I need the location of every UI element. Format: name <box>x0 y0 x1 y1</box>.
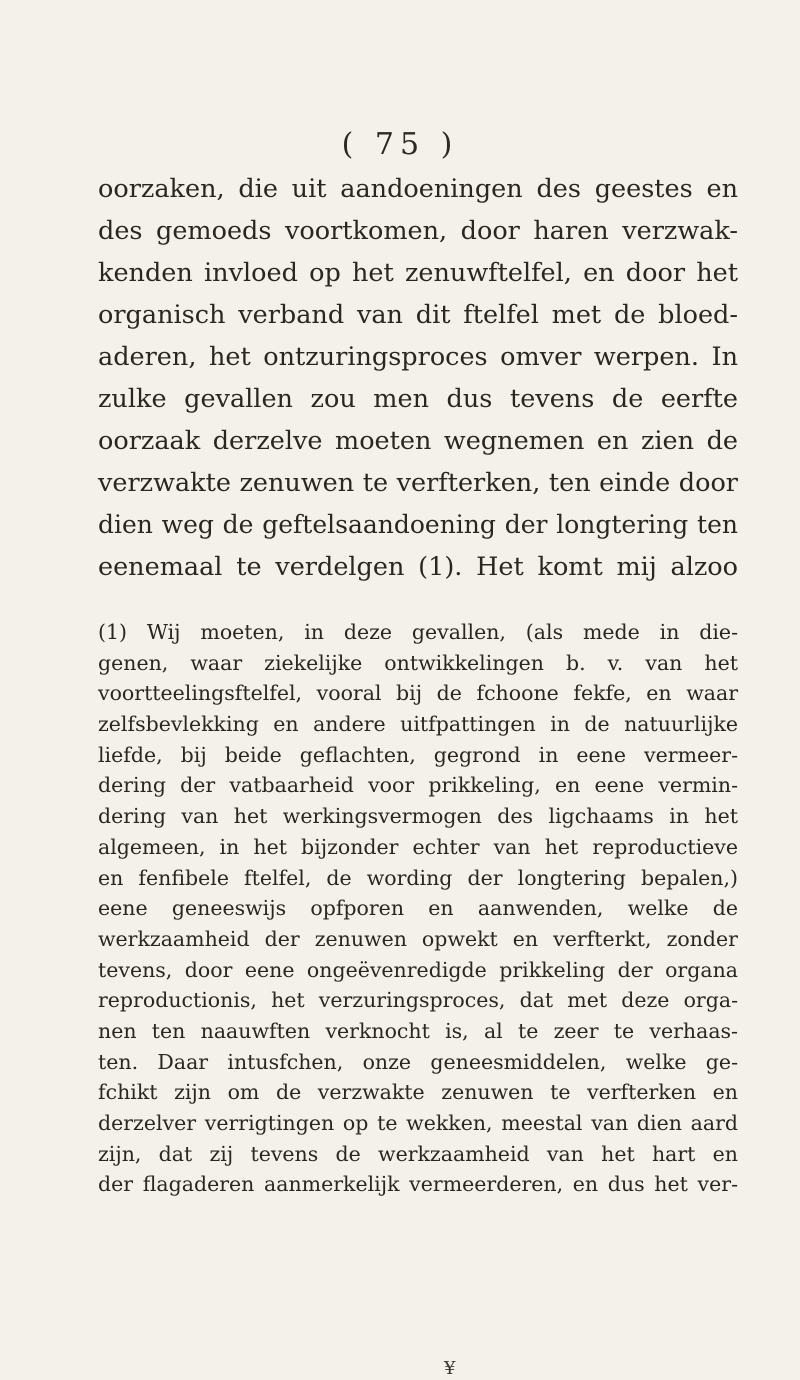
footnote-line: (1) Wij moeten, in deze gevallen, (als mede in die- <box>98 620 738 644</box>
main-text-line: des gemoeds voortkomen, door haren verzwak- <box>98 216 738 246</box>
footnote-line: liefde, bij beide geflachten, gegrond in eene vermeer- <box>98 742 738 767</box>
main-text-line: aderen, het ontzuringsproces omver werpen. In <box>98 342 738 372</box>
main-text-line: oorzaken, die uit aandoeningen des geestes en <box>98 174 738 204</box>
main-text-line: eenemaal te verdelgen (1). Het komt mij alzoo <box>98 552 738 582</box>
page-number: ( 75 ) <box>341 127 459 162</box>
footnote-line: eene geneeswijs opfporen en aanwenden, welke de <box>98 896 738 921</box>
footnote-line: reproductionis, het verzuringsproces, dat met deze orga- <box>98 988 738 1013</box>
footnote-line: voortteelingsftelfel, vooral bij de fchoone fekfe, en waar <box>98 681 738 706</box>
main-text-line: zulke gevallen zou men dus tevens de eerfte <box>98 384 738 414</box>
footnote-line: dering der vatbaarheid voor prikkeling, en eene vermin- <box>98 773 738 798</box>
footnote-line: fchikt zijn om de verzwakte zenuwen te verfterken en <box>98 1080 738 1105</box>
footnote-line: derzelver verrigtingen op te wekken, meestal van dien aard <box>98 1111 738 1135</box>
footnote-line: der flagaderen aanmerkelijk vermeerderen, en dus het ver- <box>98 1172 738 1197</box>
footnote-line: genen, waar ziekelijke ontwikkelingen b. v. van het <box>98 650 738 675</box>
footnote-line: dering van het werkingsvermogen des ligchaams in het <box>98 804 738 829</box>
footnote-line: nen ten naauwften verknocht is, al te zeer te verhaas- <box>98 1018 738 1043</box>
footnote-line: ten. Daar intusfchen, onze geneesmiddelen, welke ge- <box>98 1049 738 1074</box>
footnote-line: zelfsbevlekking en andere uitfpattingen in de natuurlijke <box>98 712 738 737</box>
main-text-block <box>98 168 738 588</box>
main-text-line: verzwakte zenuwen te verfterken, ten einde door <box>98 468 738 498</box>
main-text-line: organisch verband van dit ftelfel met de bloed- <box>98 300 738 330</box>
footnote-line: zijn, dat zij tevens de werkzaamheid van het hart en <box>98 1141 738 1166</box>
footnote-line: werkzaamheid der zenuwen opwekt en verfterkt, zonder <box>98 926 738 951</box>
main-text-line: kenden invloed op het zenuwftelfel, en door het <box>98 258 738 288</box>
footnote-block <box>98 617 738 1200</box>
main-text-line: dien weg de geftelsaandoening der longtering ten <box>98 510 738 539</box>
footnote-line: en fenfibele ftelfel, de wording der longtering bepalen,) <box>98 865 738 890</box>
footnote-line: tevens, door eene ongeëvenredigde prikkeling der organa <box>98 957 738 982</box>
footnote-line: algemeen, in het bijzonder echter van het reproductieve <box>98 834 738 859</box>
main-text-line: oorzaak derzelve moeten wegnemen en zien de <box>98 426 738 456</box>
signature-mark: ¥ <box>444 1358 456 1379</box>
